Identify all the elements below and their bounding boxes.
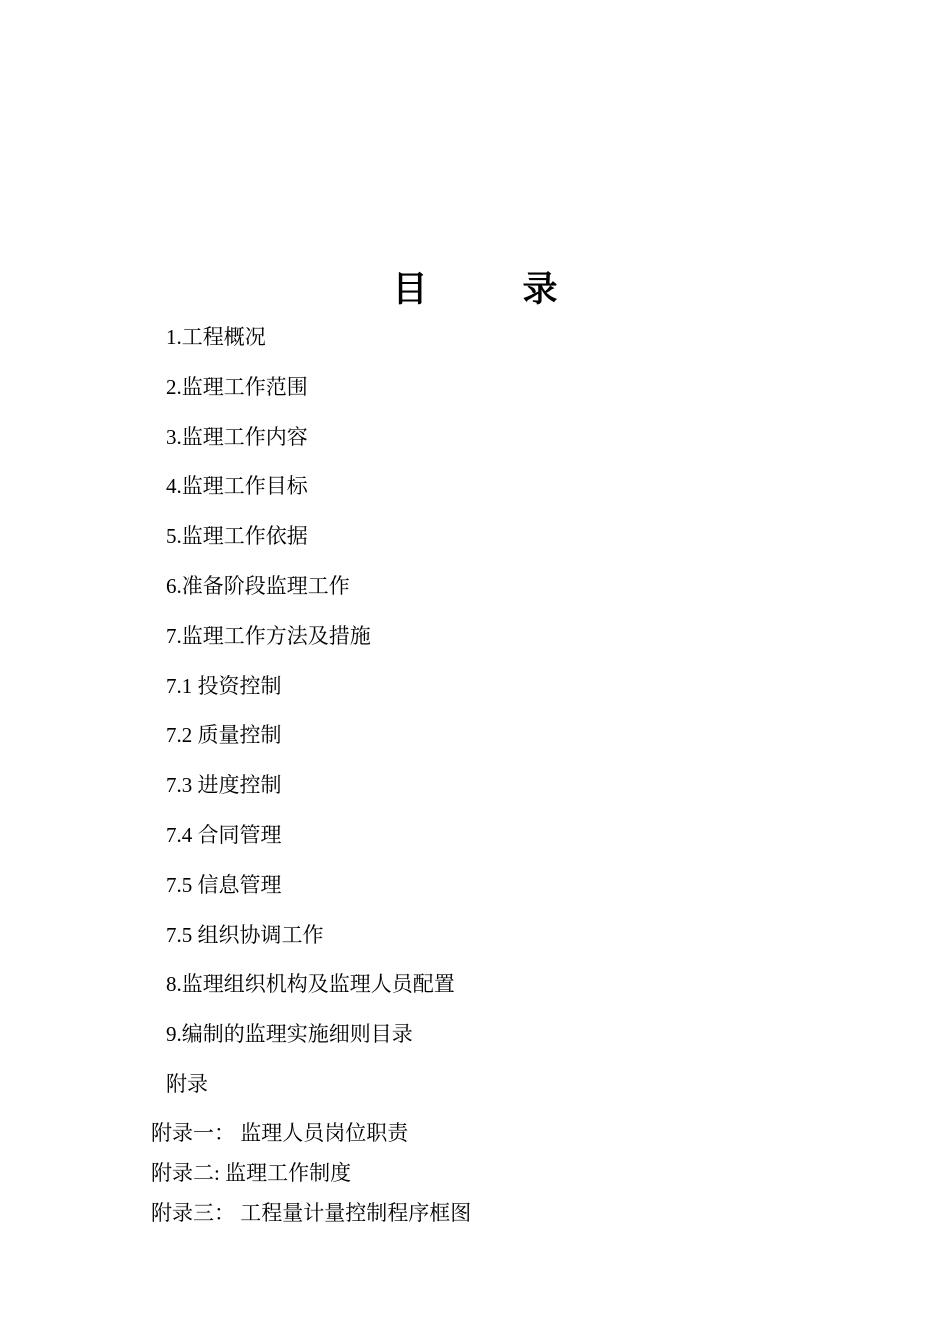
toc-item: 7.1 投资控制 bbox=[166, 673, 282, 698]
toc-item: 7.监理工作方法及措施 bbox=[166, 623, 371, 648]
appendix-list bbox=[151, 1118, 471, 1238]
toc-item: 5.监理工作依据 bbox=[166, 524, 308, 549]
toc-item: 3.监理工作内容 bbox=[166, 424, 308, 449]
toc-item: 9.编制的监理实施细则目录 bbox=[166, 1022, 413, 1047]
toc-item: 4.监理工作目标 bbox=[166, 474, 308, 499]
toc-item: 7.3 进度控制 bbox=[166, 773, 282, 798]
toc-item: 7.2 质量控制 bbox=[166, 723, 282, 748]
page-title: 目 录 bbox=[392, 270, 588, 310]
toc-item: 1.工程概况 bbox=[166, 325, 266, 349]
toc-item: 6.准备阶段监理工作 bbox=[166, 573, 350, 598]
toc-item: 7.5 信息管理 bbox=[166, 872, 282, 897]
appendix-item: 附录一： 监理人员岗位职责 bbox=[151, 1121, 409, 1145]
toc-item: 7.5 组织协调工作 bbox=[166, 922, 324, 947]
toc-item: 附录 bbox=[166, 1071, 208, 1096]
toc-item: 8.监理组织机构及监理人员配置 bbox=[166, 972, 455, 997]
table-of-contents bbox=[166, 322, 455, 1119]
appendix-item: 附录二: 监理工作制度 bbox=[151, 1161, 352, 1185]
toc-item: 7.4 合同管理 bbox=[166, 822, 282, 847]
appendix-item: 附录三： 工程量计量控制程序框图 bbox=[151, 1201, 472, 1225]
toc-item: 2.监理工作范围 bbox=[166, 374, 308, 399]
